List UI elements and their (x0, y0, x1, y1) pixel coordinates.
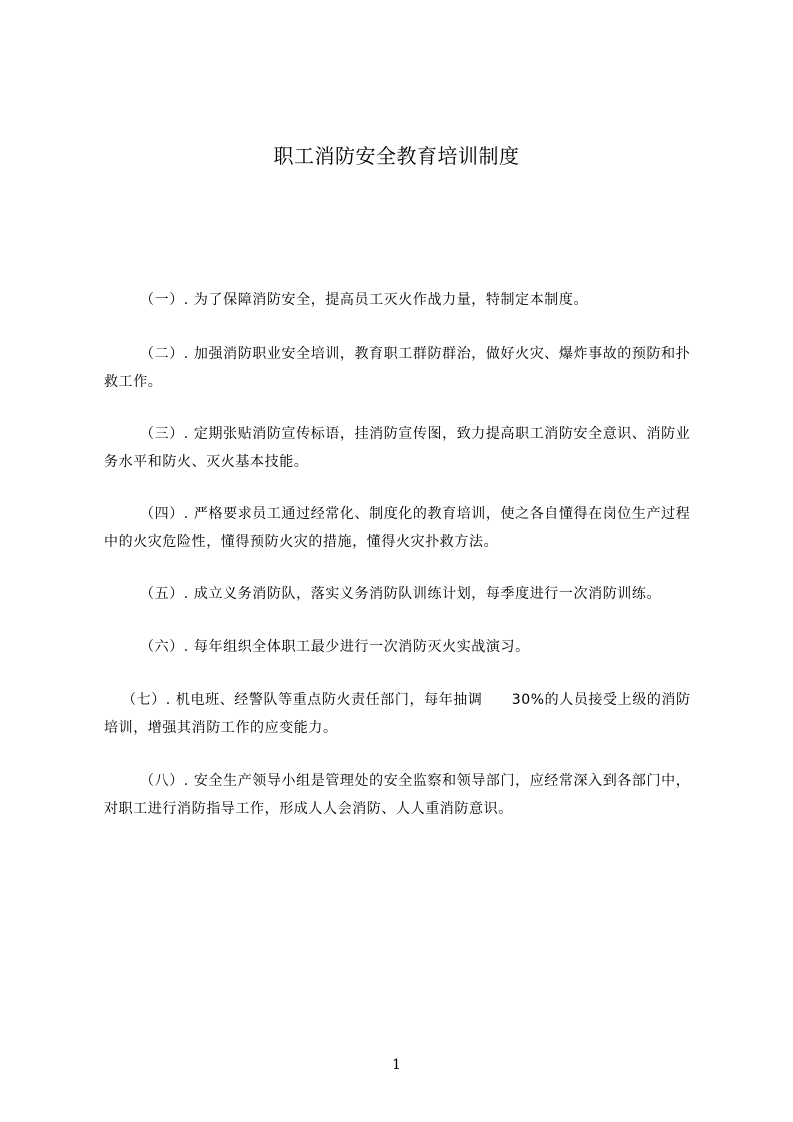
paragraph-4: （四）. 严格要求员工通过经常化、制度化的教育培训，使之各自懂得在岗位生产过程中的火灾危险性，懂得预防火灾的措施，懂得火灾扑救方法。 (104, 506, 691, 550)
page-title: 职工消防安全教育培训制度 (273, 144, 520, 168)
paragraph-6: （六）. 每年组织全体职工最少进行一次消防灭火实战演习。 (140, 639, 530, 655)
paragraph-2: （二）. 加强消防职业安全培训，教育职工群防群治，做好火灾、爆炸事故的预防和扑救工作。 (104, 346, 691, 390)
paragraph-5: （五）. 成立义务消防队，落实义务消防队训练计划，每季度进行一次消防训练。 (140, 586, 662, 602)
paragraph-3: （三）. 定期张贴消防宣传标语，挂消防宣传图，致力提高职工消防安全意识、消防业务水平和防火、灭火基本技能。 (104, 426, 691, 470)
page-number: 1 (392, 1057, 401, 1073)
paragraph-7: （七）. 机电班、经警队等重点防火责任部门，每年抽调 30%的人员接受上级的消防培训，增强其消防工作的应变能力。 (104, 692, 691, 736)
paragraph-8: （八）. 安全生产领导小组是管理处的安全监察和领导部门，应经常深入到各部门中，对职工进行消防指导工作，形成人人会消防、人人重消防意识。 (104, 773, 691, 817)
paragraph-1: （一）. 为了保障消防安全，提高员工灭火作战力量，特制定本制度。 (140, 292, 589, 308)
